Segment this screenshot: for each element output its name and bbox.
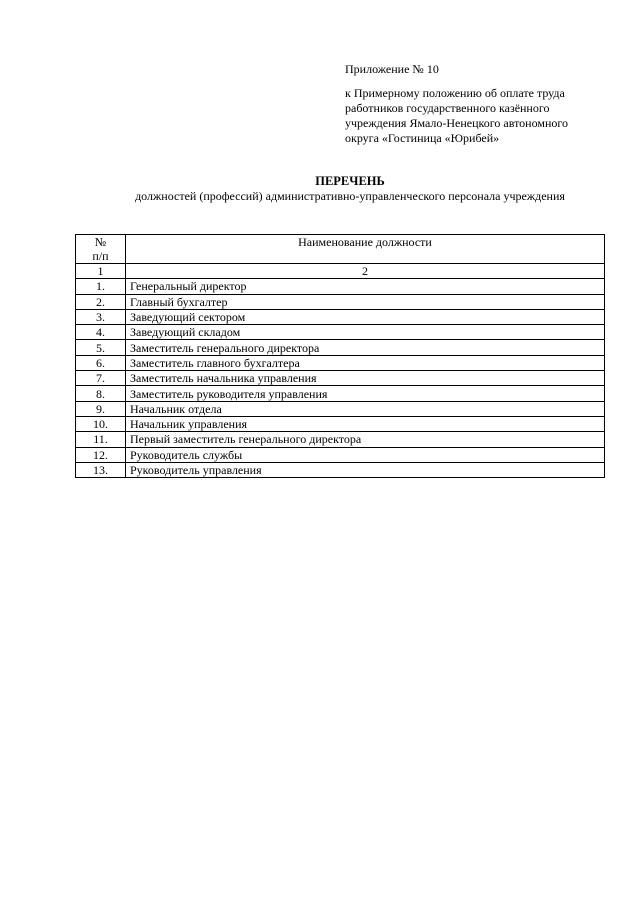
positions-table xyxy=(75,234,605,478)
appendix-note xyxy=(345,62,605,146)
row-number-cell: 2. xyxy=(76,294,126,309)
table-row xyxy=(76,340,605,355)
table-row xyxy=(76,279,605,294)
position-name-cell: Главный бухгалтер xyxy=(126,294,605,309)
table-body xyxy=(76,279,605,478)
row-number-cell: 5. xyxy=(76,340,126,355)
table-row xyxy=(76,371,605,386)
row-number-cell: 10. xyxy=(76,416,126,431)
document-subtitle: должностей (профессий) административно-управленческого персонала учреждения xyxy=(135,189,565,203)
row-number-cell: 7. xyxy=(76,371,126,386)
row-number-cell: 13. xyxy=(76,462,126,477)
position-name-cell: Заведующий сектором xyxy=(126,309,605,324)
appendix-line: округа «Гостиница «Юрибей» xyxy=(345,131,500,145)
row-number-cell: 3. xyxy=(76,309,126,324)
table-row xyxy=(76,416,605,431)
appendix-line: учреждения Ямало-Ненецкого автономного xyxy=(345,116,568,130)
table-row xyxy=(76,309,605,324)
row-number-cell: 6. xyxy=(76,355,126,370)
document-heading xyxy=(0,174,640,204)
position-name-cell: Заместитель генерального директора xyxy=(126,340,605,355)
table-row xyxy=(76,355,605,370)
row-number-cell: 8. xyxy=(76,386,126,401)
position-name-cell: Заместитель руководителя управления xyxy=(126,386,605,401)
column-index-1: 1 xyxy=(76,264,126,279)
header-num-sign: № xyxy=(94,235,107,249)
position-name-cell: Руководитель управления xyxy=(126,462,605,477)
row-number-cell: 1. xyxy=(76,279,126,294)
table-row xyxy=(76,401,605,416)
table-header-row xyxy=(76,235,605,264)
table-row xyxy=(76,294,605,309)
position-name-cell: Начальник управления xyxy=(126,416,605,431)
table-row xyxy=(76,447,605,462)
row-number-cell: 9. xyxy=(76,401,126,416)
document-title: ПЕРЕЧЕНЬ xyxy=(315,174,385,188)
column-index-row xyxy=(76,264,605,279)
position-name-cell: Начальник отдела xyxy=(126,401,605,416)
column-index-2: 2 xyxy=(126,264,605,279)
appendix-line: работников государственного казённого xyxy=(345,101,550,115)
table-row xyxy=(76,325,605,340)
position-name-cell: Первый заместитель генерального директора xyxy=(126,432,605,447)
row-number-cell: 4. xyxy=(76,325,126,340)
position-name-cell: Заместитель начальника управления xyxy=(126,371,605,386)
row-number-cell: 11. xyxy=(76,432,126,447)
row-number-cell: 12. xyxy=(76,447,126,462)
position-name-cell: Заместитель главного бухгалтера xyxy=(126,355,605,370)
appendix-number: Приложение № 10 xyxy=(345,62,439,76)
table-row xyxy=(76,462,605,477)
header-name-cell: Наименование должности xyxy=(126,235,605,264)
position-name-cell: Руководитель службы xyxy=(126,447,605,462)
table-row xyxy=(76,386,605,401)
position-name-cell: Генеральный директор xyxy=(126,279,605,294)
header-num-abbr: п/п xyxy=(92,249,109,263)
position-name-cell: Заведующий складом xyxy=(126,325,605,340)
header-num-cell xyxy=(76,235,126,264)
appendix-line: к Примерному положению об оплате труда xyxy=(345,86,565,100)
table-row xyxy=(76,432,605,447)
